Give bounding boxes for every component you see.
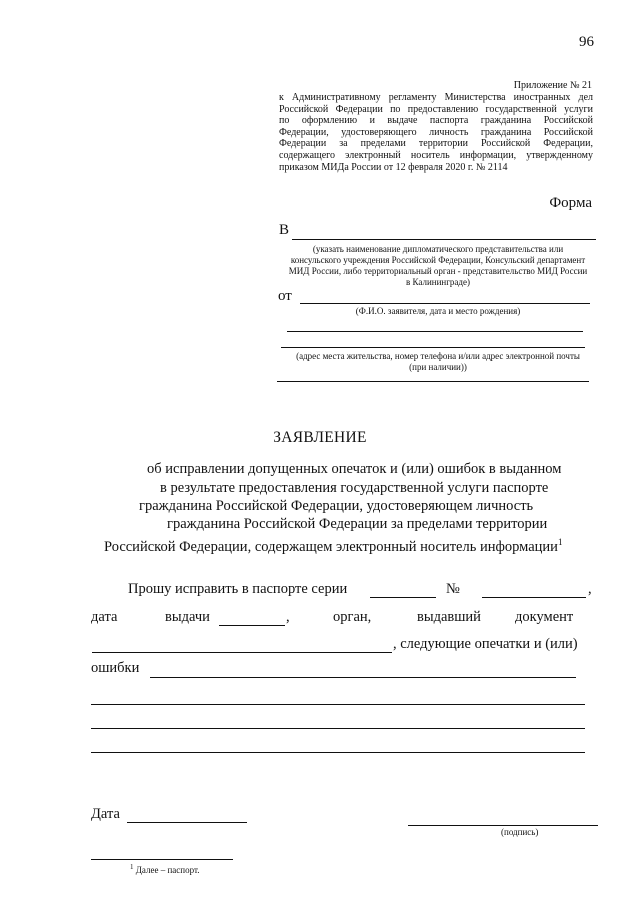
to-hint-line: (указать наименование дипломатического представительства или xyxy=(312,244,564,254)
page-number: 96 xyxy=(579,34,594,50)
to-hint-line: МИД России, либо территориальный орган - представительство МИД России xyxy=(288,266,588,276)
subtitle-last-text: Российской Федерации, содержащем электронный носитель информации xyxy=(104,538,558,555)
address-hint xyxy=(279,351,597,373)
to-hint-line: консульского учреждения Российской Федерации, Консульский департамент xyxy=(290,255,586,265)
appendix-line: Федерации за пределами территории Российской Федерации, xyxy=(279,138,593,150)
address-field-line-2[interactable] xyxy=(277,381,589,382)
errors-field-line[interactable] xyxy=(91,704,585,705)
appendix-title: Приложение № 21 xyxy=(513,80,592,91)
errors-field-line[interactable] xyxy=(91,728,585,729)
from-field-line[interactable] xyxy=(300,303,590,304)
from-hint: (Ф.И.О. заявителя, дата и место рождения) xyxy=(355,306,521,316)
issue-date-field[interactable] xyxy=(219,625,285,626)
address-hint-line: (адрес места жительства, номер телефона и/или адрес электронной почты xyxy=(296,351,580,361)
to-hint-line: в Калининграде) xyxy=(406,277,470,287)
subtitle-line xyxy=(104,534,562,556)
appendix-line: Российской Федерации по предоставлению государственной услуги xyxy=(279,103,593,115)
to-field-line[interactable] xyxy=(292,239,596,240)
word-issued: выдавший xyxy=(417,609,481,625)
passport-series-field[interactable] xyxy=(370,597,436,598)
appendix-line: приказом МИДа России от 12 февраля 2020 г. № 2114 xyxy=(279,161,508,173)
address-hint-line: (при наличии)) xyxy=(409,362,467,372)
request-line3-text: , следующие опечатки и (или) xyxy=(393,636,578,652)
word-issue: выдачи xyxy=(165,609,210,625)
request-comma: , xyxy=(588,581,592,597)
request-line1-text: Прошу исправить в паспорте серии xyxy=(128,581,348,597)
subtitle-line: об исправлении допущенных опечаток и (или) ошибок в выданном xyxy=(147,461,562,477)
word-data: дата xyxy=(91,609,118,625)
subtitle-line: гражданина Российской Федерации, удостоверяющем личность xyxy=(139,498,534,514)
date-label: Дата xyxy=(91,806,120,822)
word-document: документ xyxy=(515,609,574,625)
errors-field-line[interactable] xyxy=(150,677,576,678)
signature-hint: (подпись) xyxy=(501,827,539,837)
appendix-text xyxy=(279,92,593,173)
from-field-line-2[interactable] xyxy=(287,331,583,332)
date-field[interactable] xyxy=(127,822,247,823)
number-sign: № xyxy=(446,581,460,597)
footnote-text: Далее – паспорт. xyxy=(135,865,200,875)
appendix-line: содержащего электронный носитель информации, утвержденному xyxy=(279,149,593,161)
word-errors: ошибки xyxy=(91,660,140,676)
footnote-number: 1 xyxy=(130,863,134,871)
address-field-line[interactable] xyxy=(281,347,585,348)
issuing-authority-field[interactable] xyxy=(92,652,392,653)
subtitle-line: в результате предоставления государственной услуги паспорте xyxy=(160,480,549,496)
to-hint xyxy=(279,244,597,288)
issue-date-comma: , xyxy=(286,609,290,625)
form-label: Форма xyxy=(549,195,592,211)
appendix-line: к Административному регламенту Министерства иностранных дел xyxy=(279,92,593,103)
errors-field-line[interactable] xyxy=(91,752,585,753)
document-title: ЗАЯВЛЕНИЕ xyxy=(273,429,367,446)
footnote xyxy=(130,862,199,876)
appendix-line: по оформлению и выдаче паспорта гражданина Российской xyxy=(279,115,593,127)
word-authority: орган, xyxy=(333,609,372,625)
passport-number-field[interactable] xyxy=(482,597,586,598)
subtitle-line: гражданина Российской Федерации за пределами территории xyxy=(167,516,548,532)
signature-field[interactable] xyxy=(408,825,598,826)
footnote-separator xyxy=(91,859,233,860)
from-prefix: от xyxy=(278,288,292,304)
footnote-marker: 1 xyxy=(557,537,563,547)
appendix-line: Федерации, удостоверяющего личность гражданина Российской xyxy=(279,126,593,138)
to-prefix: В xyxy=(279,222,290,238)
